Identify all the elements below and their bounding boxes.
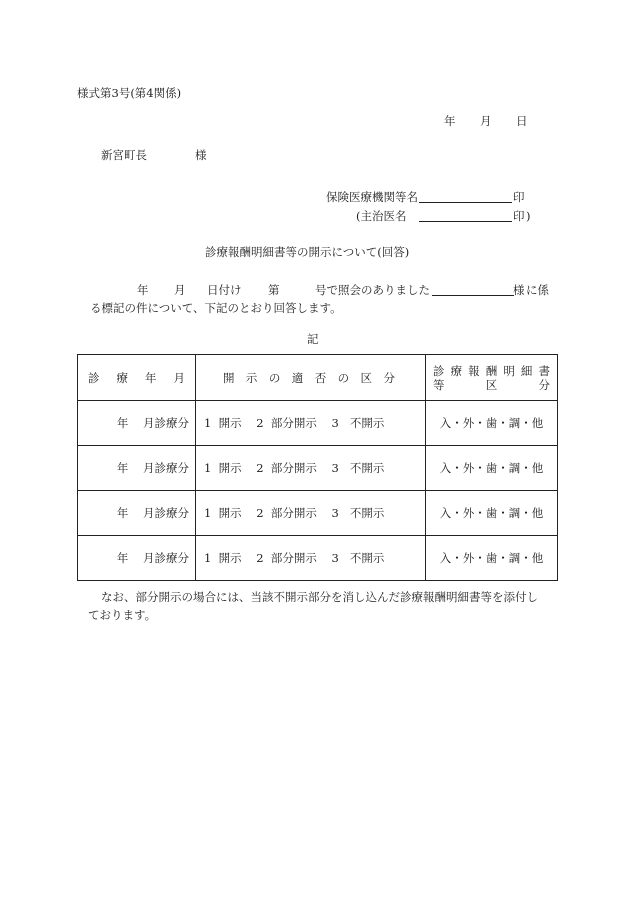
- body-no: 第: [268, 283, 280, 297]
- body-name-blank: [432, 283, 514, 296]
- disclosure-options: 1 開示 2 部分開示 3 不開示: [196, 401, 426, 446]
- doctor-label: (主治医名: [356, 209, 407, 223]
- disclosure-table: [77, 354, 558, 581]
- disclosure-options: 1 開示 2 部分開示 3 不開示: [196, 446, 426, 491]
- disclosure-options: 1 開示 2 部分開示 3 不開示: [196, 536, 426, 581]
- document-type-cell: 入・外・歯・調・他: [426, 536, 558, 581]
- footnote-line1: なお、部分開示の場合には、当該不開示部分を消し込んだ診療報酬明細書等を添付し: [101, 590, 538, 604]
- table-header-row: [78, 355, 558, 401]
- body-text: 号で照会のありました: [315, 283, 430, 297]
- institution-blank: [419, 190, 512, 203]
- table-row: [78, 446, 558, 491]
- ki-marker: 記: [307, 332, 319, 346]
- footnote-line2: ております。: [88, 608, 157, 622]
- document-type-cell: 入・外・歯・調・他: [426, 401, 558, 446]
- doctor-close-paren: ): [526, 209, 531, 223]
- body-sama: 様: [513, 283, 525, 297]
- period-cell: 年 月診療分: [78, 401, 196, 446]
- body-end: に係: [526, 283, 549, 297]
- date-year: 年: [444, 114, 456, 128]
- table-row: [78, 491, 558, 536]
- period-cell: 年 月診療分: [78, 446, 196, 491]
- body-line2: る標記の件について、下記のとおり回答します。: [90, 301, 342, 315]
- header-document-type: 診 療 報 酬 明 細 書 等 区 分: [426, 355, 558, 401]
- body-month: 月: [174, 283, 186, 297]
- doctor-seal: 印: [513, 209, 525, 223]
- period-cell: 年 月診療分: [78, 536, 196, 581]
- table-row: [78, 536, 558, 581]
- document-title: 診療報酬明細書等の開示について(回答): [205, 245, 410, 259]
- table-row: [78, 401, 558, 446]
- institution-label: 保険医療機関等名: [326, 190, 418, 204]
- addressee-name: 新宮町長: [101, 148, 147, 162]
- form-number: 様式第3号(第4関係): [77, 86, 182, 100]
- doctor-blank: [419, 209, 512, 222]
- date-month: 月: [480, 114, 492, 128]
- addressee-honorific: 様: [195, 148, 207, 162]
- period-cell: 年 月診療分: [78, 491, 196, 536]
- body-date: 日付け: [207, 283, 242, 297]
- header-disclosure: 開 示 の 適 否 の 区 分: [196, 355, 426, 401]
- disclosure-options: 1 開示 2 部分開示 3 不開示: [196, 491, 426, 536]
- document-type-cell: 入・外・歯・調・他: [426, 491, 558, 536]
- body-year: 年: [137, 283, 149, 297]
- institution-seal: 印: [513, 190, 525, 204]
- header-period: 診 療 年 月: [78, 355, 196, 401]
- date-day: 日: [516, 114, 528, 128]
- document-type-cell: 入・外・歯・調・他: [426, 446, 558, 491]
